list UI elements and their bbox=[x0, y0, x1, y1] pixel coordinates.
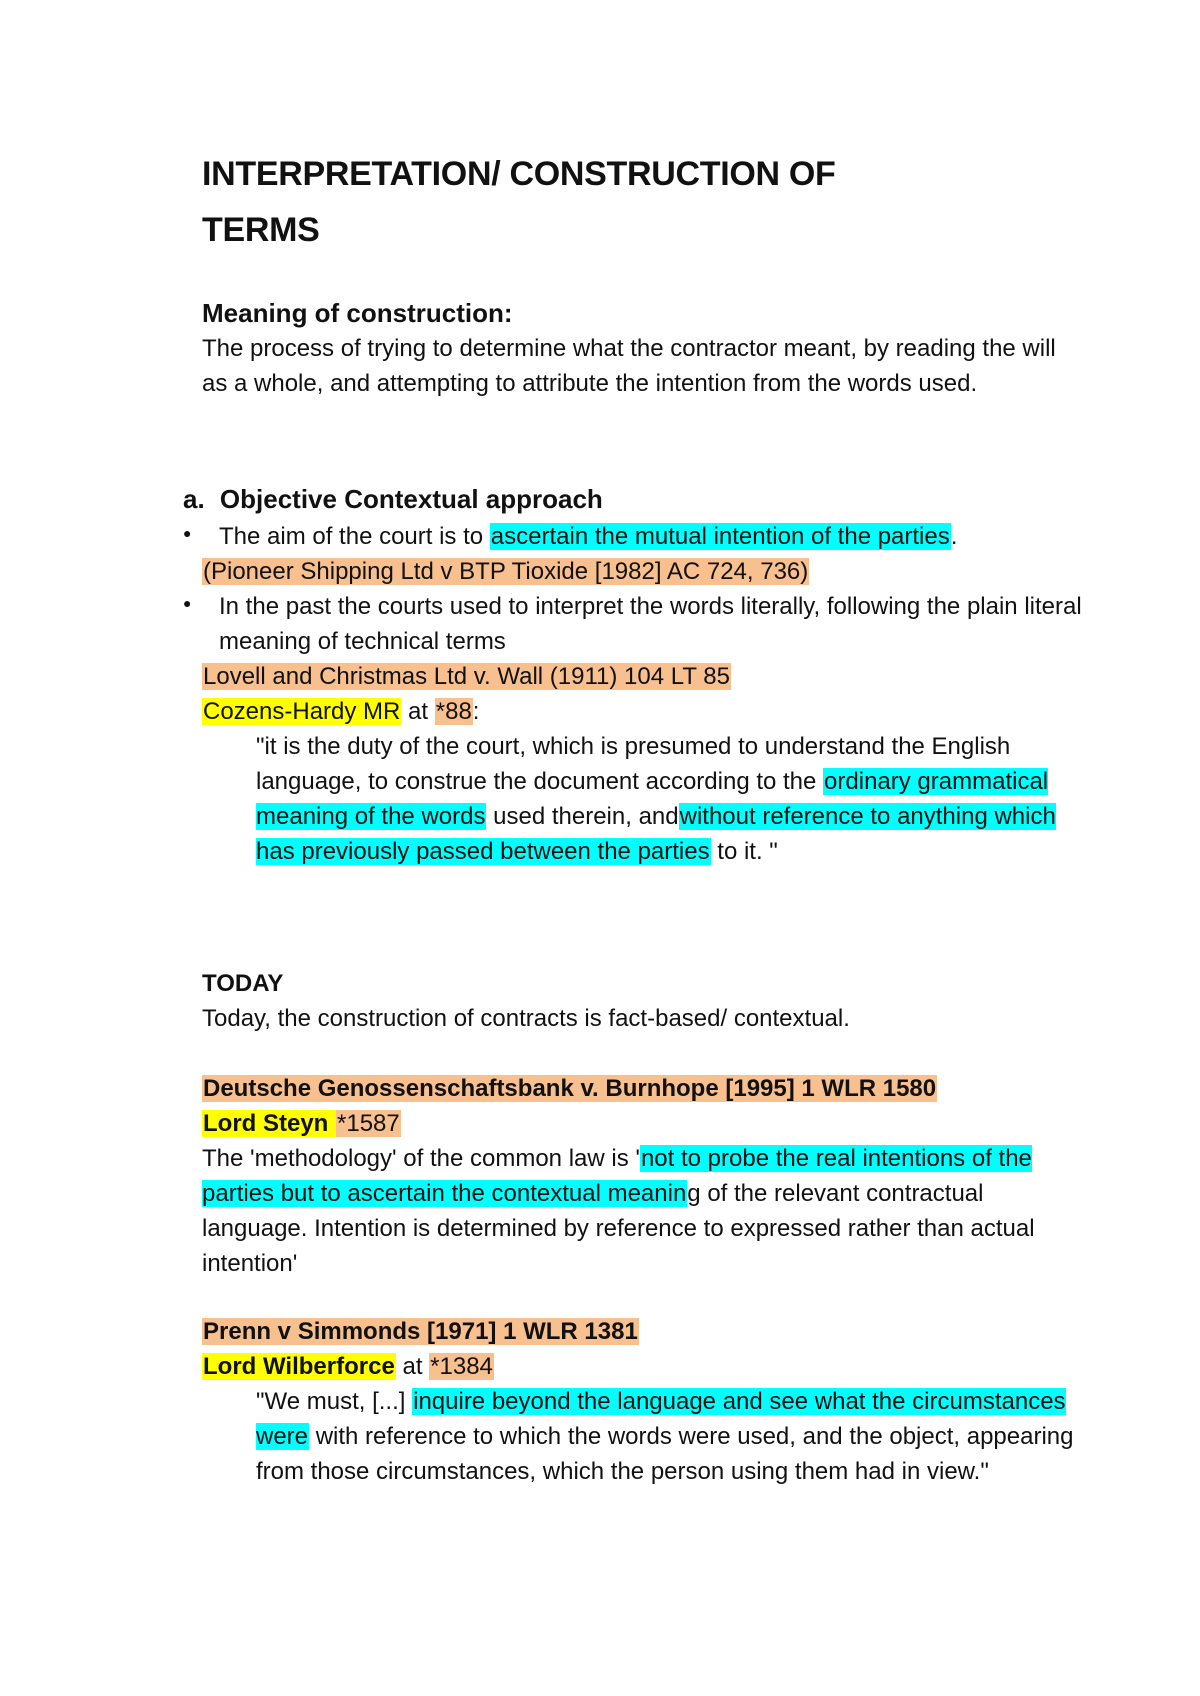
at-text: at bbox=[401, 698, 435, 725]
quote-text: used therein, and bbox=[486, 803, 679, 830]
bullet1-pre: The aim of the court is to bbox=[219, 523, 490, 550]
bullet2-text: In the past the courts used to interpret the words literally, following the plain literal meaning of technical terms bbox=[219, 593, 1082, 655]
quote-highlight: without reference to anything which has previously passed between the parties bbox=[256, 803, 1056, 865]
meaning-heading: Meaning of construction: bbox=[202, 298, 513, 328]
quote-text: with reference to which the words were used, and the object, appearing from those circumstances, which the person using them had in view." bbox=[256, 1423, 1074, 1485]
today-text: Today, the construction of contracts is fact-based/ contextual. bbox=[202, 1005, 850, 1032]
bullet-item bbox=[219, 519, 1099, 554]
bullet-dot: ● bbox=[183, 525, 192, 541]
lovell-quote bbox=[256, 729, 1096, 869]
quote-text: "We must, [...] bbox=[256, 1388, 413, 1415]
paragraph-text: The 'methodology' of the common law is ' bbox=[202, 1145, 640, 1172]
prenn-quote bbox=[256, 1384, 1096, 1489]
judge-name: Lord Wilberforce bbox=[203, 1353, 395, 1380]
colon: : bbox=[472, 698, 480, 725]
page-ref: *88 bbox=[435, 698, 472, 725]
today-heading: TODAY bbox=[202, 970, 284, 997]
section-a-marker: a. bbox=[183, 484, 205, 514]
judge-line bbox=[202, 694, 479, 729]
section-a-heading bbox=[183, 482, 603, 517]
today-section bbox=[202, 966, 1082, 1036]
meaning-text: The process of trying to determine what the contractor meant, by reading the will as a whole, and attempting to attribute the intention from the words used. bbox=[202, 335, 1056, 397]
quote-highlight: inquire beyond the language and see what the circumstances were bbox=[256, 1388, 1066, 1450]
quote-text: to it. " bbox=[710, 838, 778, 865]
case-citation bbox=[202, 659, 731, 694]
deutsche-section bbox=[202, 1071, 1082, 1281]
pioneer-case: (Pioneer Shipping Ltd v BTP Tioxide [1982] AC 724, 736) bbox=[203, 558, 809, 585]
deutsche-case: Deutsche Genossenschaftsbank v. Burnhope [1995] 1 WLR 1580 bbox=[203, 1075, 937, 1102]
section-a-title: Objective Contextual approach bbox=[219, 484, 603, 514]
lovell-case: Lovell and Christmas Ltd v. Wall (1911) 104 LT 85 bbox=[203, 663, 730, 690]
meaning-section bbox=[202, 296, 1082, 401]
at-text: at bbox=[395, 1353, 430, 1380]
quote-text: "it is the duty of the court, which is presumed to understand the English language, to construe the document according to the bbox=[256, 733, 1011, 795]
bullet1-highlight: ascertain the mutual intention of the parties bbox=[490, 523, 950, 550]
case-citation bbox=[202, 554, 809, 589]
bullet-dot: ● bbox=[183, 595, 192, 611]
deutsche-paragraph bbox=[202, 1141, 1082, 1281]
quote-highlight: ordinary grammatical meaning of the words bbox=[256, 768, 1049, 830]
prenn-case: Prenn v Simmonds [1971] 1 WLR 1381 bbox=[203, 1318, 638, 1345]
prenn-section bbox=[202, 1314, 1082, 1384]
bullet1-post: . bbox=[950, 523, 958, 550]
judge-name: Lord Steyn bbox=[203, 1110, 336, 1137]
paragraph-highlight: not to probe the real intentions of the parties but to ascertain the contextual meanin bbox=[202, 1145, 1032, 1207]
page-ref: *1587 bbox=[337, 1110, 400, 1137]
paragraph-text: g of the relevant contractual language. Intention is determined by reference to expressed rather than actual intention' bbox=[202, 1180, 1035, 1277]
document-title: INTERPRETATION/ CONSTRUCTION OF TERMS bbox=[202, 155, 836, 249]
page-ref: *1384 bbox=[430, 1353, 493, 1380]
judge-name: Cozens-Hardy MR bbox=[203, 698, 401, 725]
